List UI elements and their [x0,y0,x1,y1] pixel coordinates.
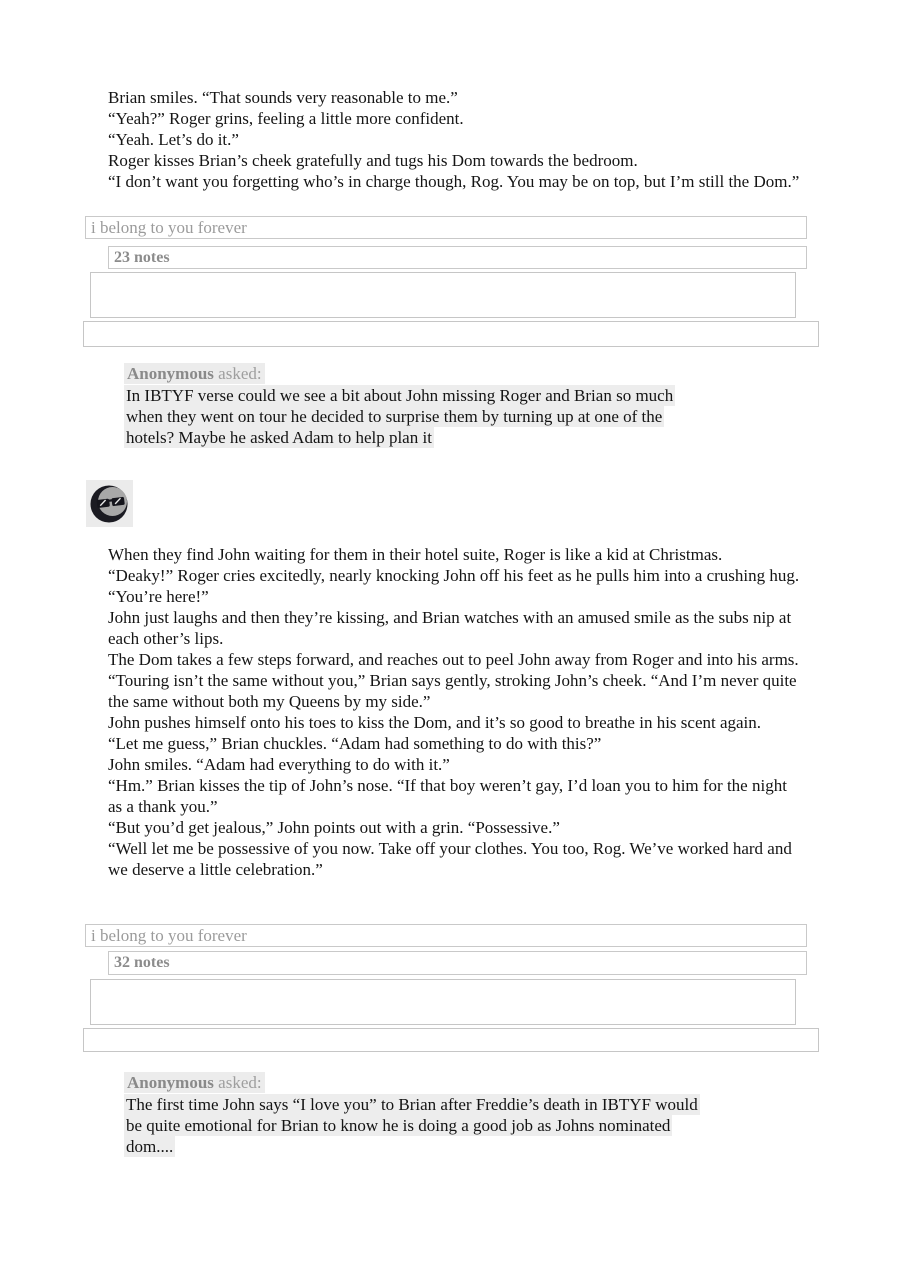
paragraph: Brian smiles. “That sounds very reasonable to me.” [108,88,458,107]
paragraph: “I don’t want you forgetting who’s in charge though, Rog. You may be on top, but I’m still the Dom.” [108,172,800,191]
paragraph: “Touring isn’t the same without you,” Brian says gently, stroking John’s cheek. “And I’m never quite the same without both my Queens by my side.” [108,671,797,711]
paragraph: “Let me guess,” Brian chuckles. “Adam had something to do with this?” [108,734,602,753]
post-body-text [108,87,805,192]
notes-link[interactable]: 23 notes [108,246,807,269]
ask-block [124,1072,709,1157]
tags-link[interactable]: i belong to you forever [85,924,807,947]
paragraph: John pushes himself onto his toes to kiss the Dom, and it’s so good to breathe in his scent again. [108,713,762,732]
sunglasses-smiley-avatar-icon [89,483,130,524]
paragraph: “Yeah?” Roger grins, feeling a little more confident. [108,109,464,128]
reply-box[interactable] [83,321,819,347]
reply-box[interactable] [83,1028,819,1052]
paragraph: “But you’d get jealous,” John points out with a grin. “Possessive.” [108,818,560,837]
paragraph: Roger kisses Brian’s cheek gratefully and tugs his Dom towards the bedroom. [108,151,638,170]
post-controls-box[interactable] [90,272,796,318]
asker-name[interactable]: Anonymous [127,364,214,383]
avatar[interactable] [86,480,133,527]
post-controls-box[interactable] [90,979,796,1025]
ask-question: The first time John says “I love you” to Brian after Freddie’s death in IBTYF would be quite emotional for Brian to know he is doing a good job as Johns nominated dom.... [126,1095,698,1156]
asker-name[interactable]: Anonymous [127,1073,214,1092]
paragraph: The Dom takes a few steps forward, and reaches out to peel John away from Roger and into his arms. [108,650,799,669]
asked-label: asked: [218,364,262,383]
paragraph: “Yeah. Let’s do it.” [108,130,239,149]
paragraph: “Deaky!” Roger cries excitedly, nearly knocking John off his feet as he pulls him into a crushing hug. “You’re here!” [108,566,800,606]
paragraph: “Hm.” Brian kisses the tip of John’s nose. “If that boy weren’t gay, I’d loan you to him for the night as a thank you.” [108,776,787,816]
paragraph: “Well let me be possessive of you now. Take off your clothes. You too, Rog. We’ve worked hard and we deserve a little celebration.” [108,839,792,879]
paragraph: John smiles. “Adam had everything to do with it.” [108,755,450,774]
tags-link[interactable]: i belong to you forever [85,216,807,239]
ask-question: In IBTYF verse could we see a bit about John missing Roger and Brian so much when they went on tour he decided to surprise them by turning up at one of the hotels? Maybe he asked Adam to help plan it [126,386,674,447]
paragraph: John just laughs and then they’re kissing, and Brian watches with an amused smile as the subs nip at each other’s lips. [108,608,792,648]
ask-header [124,1072,709,1093]
ask-header [124,363,709,384]
ask-block [124,363,709,448]
paragraph: When they find John waiting for them in their hotel suite, Roger is like a kid at Christmas. [108,545,723,564]
notes-link[interactable]: 32 notes [108,951,807,975]
asked-label: asked: [218,1073,262,1092]
post-body-text [108,544,805,880]
